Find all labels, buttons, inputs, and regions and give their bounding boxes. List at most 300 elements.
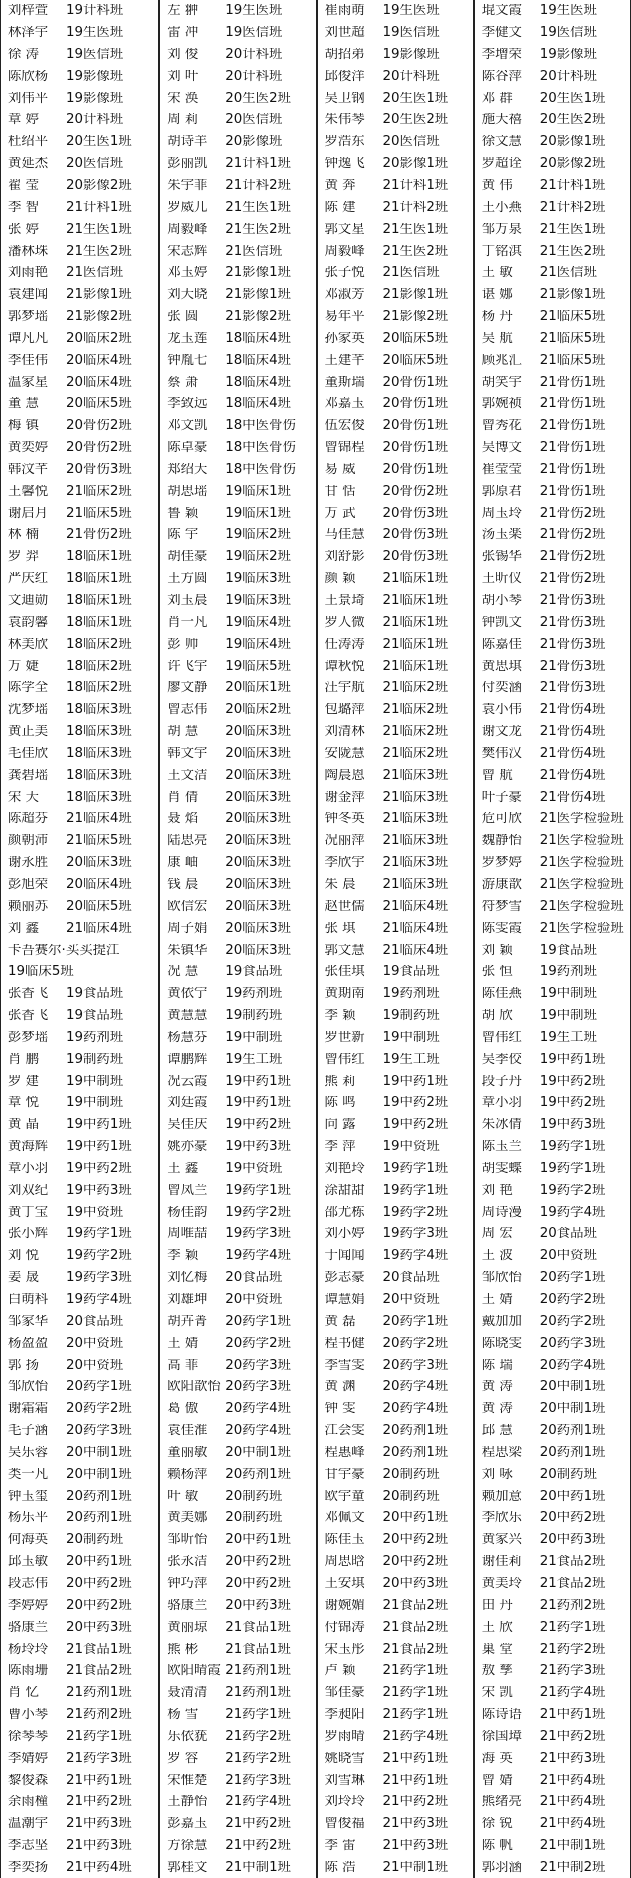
roster-row (1, 1027, 158, 1049)
roster-row (318, 1791, 473, 1813)
student-name: 罗雨晴 (324, 1729, 365, 1744)
student-name: 王 婧 (481, 1293, 513, 1307)
roster-row (475, 87, 630, 109)
class-name: 19医信班 (539, 26, 597, 40)
student-name: 黄奕婷 (8, 441, 49, 455)
roster-row (1, 262, 158, 284)
student-name: 谢金萍 (324, 790, 365, 804)
roster-row (475, 1289, 630, 1311)
class-name: 18临床3班 (66, 725, 132, 739)
student-name: 邹万泉 (481, 222, 522, 237)
roster-row (475, 22, 630, 44)
class-name: 19药剂班 (66, 1030, 124, 1045)
class-name: 20骨伤1班 (382, 397, 449, 411)
class-name: 20中制1班 (539, 1380, 606, 1394)
student-name: 杨玲玲 (8, 1642, 49, 1656)
class-name: 19药学2班 (539, 1183, 606, 1198)
class-name: 21计科1班 (225, 157, 291, 171)
class-name: 20临床3班 (225, 877, 291, 892)
student-name: 黄美娜 (167, 1511, 208, 1525)
student-name: 钟逸飞 (324, 157, 365, 171)
roster-row (318, 1376, 473, 1398)
roster-row (160, 1529, 315, 1551)
roster-row (1, 1223, 158, 1245)
student-name: 任涛涛 (324, 637, 365, 652)
student-name: 周 莉 (167, 113, 199, 127)
class-name: 20中药2班 (539, 1511, 606, 1525)
student-name: 谢文龙 (481, 725, 522, 739)
student-name: 罗 容 (167, 1751, 199, 1766)
roster-row (475, 350, 630, 372)
class-name: 19中药1班 (66, 1140, 132, 1154)
class-name: 20中药3班 (66, 1620, 132, 1635)
student-name: 孙家英 (324, 331, 365, 346)
student-name: 周 宏 (481, 1227, 513, 1241)
student-name: 伍宏俊 (324, 419, 365, 433)
student-name: 毛子涵 (8, 1424, 49, 1438)
roster-row (1, 1092, 158, 1114)
class-name: 20药学3班 (382, 1358, 449, 1372)
class-name: 21影像1班 (539, 288, 606, 302)
class-name: 21临床2班 (382, 703, 449, 717)
class-name: 19中药2班 (539, 1096, 606, 1110)
roster-row (475, 1682, 630, 1704)
class-name: 21中药4班 (66, 1860, 132, 1875)
class-name: 19中药2班 (539, 1074, 606, 1088)
student-name: 彭旭荣 (8, 877, 49, 892)
class-name: 20药学4班 (225, 1424, 291, 1438)
class-name: 19药学1班 (382, 1183, 449, 1198)
student-name: 曾秀花 (481, 419, 522, 433)
class-name: 19生医班 (539, 4, 597, 18)
class-name: 20食品班 (66, 1314, 124, 1329)
class-name: 20中制1班 (66, 1445, 132, 1460)
class-name: 19中药3班 (66, 1183, 132, 1198)
class-name: 18临床3班 (66, 790, 132, 804)
student-name: 刘梓萱 (8, 4, 49, 18)
roster-row (318, 1267, 473, 1289)
student-name: 郭文慧 (324, 943, 365, 957)
roster-row (160, 524, 315, 546)
student-name: 邓嘉玉 (324, 397, 365, 411)
class-name: 21计科2班 (382, 200, 449, 215)
student-name: 陆思亮 (167, 834, 208, 848)
class-name: 20药学1班 (66, 1380, 132, 1394)
class-name: 19临床2班 (225, 528, 291, 542)
class-name: 20临床2班 (225, 703, 291, 717)
student-name: 欧宇童 (324, 1489, 365, 1503)
roster-row (318, 1726, 473, 1748)
class-name: 20生医1班 (539, 91, 606, 105)
student-name: 彭梦瑶 (8, 1030, 49, 1045)
class-name: 19生医班 (382, 4, 440, 18)
student-name: 安陇慧 (324, 746, 365, 761)
student-name: 曾伟红 (324, 1052, 365, 1067)
student-name: 沈梦瑶 (8, 703, 49, 717)
student-name: 邵尤栋 (324, 1205, 365, 1220)
student-name: 罗世新 (324, 1030, 365, 1045)
roster-row (475, 218, 630, 240)
roster-row (1, 546, 158, 568)
roster-row (318, 830, 473, 852)
student-name: 张 恒 (481, 965, 513, 979)
roster-row (318, 1289, 473, 1311)
student-name: 黄家兴 (481, 1533, 522, 1547)
student-name: 胡诗羊 (167, 135, 208, 149)
class-name: 20临床4班 (66, 375, 132, 389)
class-name: 21骨伤3班 (539, 594, 606, 608)
class-name: 20药学2班 (225, 1336, 291, 1351)
roster-row (160, 1245, 315, 1267)
roster-row (160, 1289, 315, 1311)
roster-row (1, 459, 158, 481)
roster-row (475, 939, 630, 961)
student-name: 邹佳豪 (324, 1686, 365, 1700)
student-name: 王静怡 (167, 1795, 208, 1809)
student-name: 郭原君 (481, 484, 522, 499)
student-name: 张 琪 (324, 921, 356, 936)
student-name: 邓佩文 (324, 1511, 365, 1525)
roster-row (318, 1311, 473, 1333)
roster-row (475, 830, 630, 852)
roster-row (160, 546, 315, 568)
roster-column (473, 0, 630, 1878)
roster-row (475, 437, 630, 459)
roster-row (475, 808, 630, 830)
class-name: 19食品班 (539, 943, 597, 957)
class-name: 20药剂1班 (539, 1424, 606, 1438)
roster-row (318, 22, 473, 44)
student-name: 程思梁 (481, 1445, 522, 1460)
class-name: 20临床4班 (66, 877, 132, 892)
student-name: 毛佳欣 (8, 746, 49, 761)
roster-row (318, 1180, 473, 1202)
class-name: 20药学2班 (539, 1314, 606, 1329)
class-name: 20中药2班 (382, 1555, 449, 1569)
roster-row (160, 1180, 315, 1202)
student-name: 谌 娜 (481, 288, 513, 302)
class-name: 19食品班 (66, 987, 124, 1001)
roster-row (318, 350, 473, 372)
student-name: 张香飞 (8, 1009, 49, 1023)
roster-row (160, 1507, 315, 1529)
class-name: 20临床4班 (66, 353, 132, 368)
roster-row (1, 1354, 158, 1376)
student-name: 周玉玲 (481, 506, 522, 521)
class-name: 20临床3班 (225, 834, 291, 848)
student-name: 乐依莸 (167, 1729, 208, 1744)
student-name: 黄丽琼 (167, 1620, 208, 1635)
student-name: 刘雪琳 (324, 1773, 365, 1787)
class-name: 19药学4班 (66, 1293, 132, 1307)
student-name: 胡 慧 (167, 725, 199, 739)
student-name: 陈诗语 (481, 1708, 522, 1722)
roster-row (318, 1092, 473, 1114)
student-name: 杨慧芬 (167, 1030, 208, 1045)
class-name: 19药学1班 (539, 1161, 606, 1176)
roster-row (160, 350, 315, 372)
roster-row (475, 262, 630, 284)
class-name: 21计科2班 (539, 200, 606, 215)
student-name: 谢佳莉 (481, 1555, 522, 1569)
student-name: 欧信宏 (167, 899, 208, 914)
student-name: 谢霜霜 (8, 1402, 49, 1416)
class-name: 21骨伤1班 (539, 462, 606, 477)
class-name: 19中药2班 (382, 1096, 449, 1110)
class-name: 19制药班 (382, 1009, 440, 1023)
student-name: 向 露 (324, 1118, 356, 1132)
class-name: 21食品1班 (66, 1642, 132, 1656)
roster-row (475, 1813, 630, 1835)
roster-row (318, 66, 473, 88)
roster-row (1, 153, 158, 175)
class-name: 20临床5班 (66, 899, 132, 914)
roster-row (475, 546, 630, 568)
student-name: 李婷婷 (8, 1598, 49, 1613)
student-name: 董 慧 (8, 397, 40, 411)
student-name: 吴博文 (481, 441, 522, 455)
class-name: 20食品班 (225, 1271, 283, 1285)
class-name: 21影像1班 (66, 288, 132, 302)
roster-row (1, 1398, 158, 1420)
roster-row (318, 306, 473, 328)
roster-row (1, 1726, 158, 1748)
roster-row (1, 1529, 158, 1551)
roster-row (1, 1791, 158, 1813)
class-name: 19中资班 (382, 1140, 440, 1154)
roster-row (318, 677, 473, 699)
roster-row (475, 1092, 630, 1114)
student-name: 鲁 颖 (167, 506, 199, 521)
class-name: 19中制班 (539, 987, 597, 1001)
class-name: 18临床4班 (225, 331, 291, 346)
student-name: 徐文慧 (481, 135, 522, 149)
class-name: 19药学2班 (382, 1205, 449, 1220)
student-name: 敖 孳 (481, 1664, 513, 1678)
class-name: 18中医骨伤 (225, 441, 296, 455)
roster-row (318, 415, 473, 437)
roster-row (475, 1660, 630, 1682)
class-name: 20药剂1班 (382, 1445, 449, 1460)
class-name: 21医学检验班 (539, 834, 624, 848)
class-name: 21骨伤2班 (539, 550, 606, 564)
roster-row (1, 765, 158, 787)
roster-row (475, 1398, 630, 1420)
roster-row (1, 1748, 158, 1770)
student-name: 康 岫 (167, 856, 199, 870)
student-name: 郭文星 (324, 222, 365, 237)
roster-row (475, 1158, 630, 1180)
class-name: 20计科班 (382, 69, 440, 84)
class-name: 21中药3班 (66, 1839, 132, 1853)
class-name: 21生医2班 (225, 222, 291, 237)
student-name: 易 威 (324, 462, 356, 477)
student-name: 曾锦程 (324, 441, 365, 455)
student-name: 刘 叶 (167, 69, 199, 84)
class-name: 20临床5班 (382, 353, 449, 368)
roster-row (160, 22, 315, 44)
roster-row (1, 175, 158, 197)
roster-row (1, 1158, 158, 1180)
student-name: 温家星 (8, 375, 49, 389)
class-name: 20中药3班 (539, 1533, 606, 1547)
student-name: 刘玉晨 (167, 594, 208, 608)
class-name: 20临床5班 (66, 397, 132, 411)
roster-row (1, 655, 158, 677)
class-name: 21医学检验班 (539, 921, 624, 936)
roster-row (160, 633, 315, 655)
roster-row (160, 1682, 315, 1704)
class-name: 21骨伤1班 (539, 484, 606, 499)
roster-row (1, 808, 158, 830)
roster-row (475, 1005, 630, 1027)
class-name: 20药学4班 (225, 1402, 291, 1416)
roster-row (318, 1158, 473, 1180)
roster-row (475, 1638, 630, 1660)
student-name: 刘 艳 (481, 1183, 513, 1198)
roster-row (475, 1376, 630, 1398)
student-name: 陈雯霞 (481, 921, 522, 936)
class-name: 20中药1班 (382, 1511, 449, 1525)
student-name: 张子悦 (324, 266, 365, 280)
roster-row (160, 677, 315, 699)
class-name: 21医信班 (539, 266, 597, 280)
student-name: 杨乐平 (8, 1511, 49, 1525)
class-name: 21骨伤1班 (539, 419, 606, 433)
student-name: 黄 伟 (481, 178, 513, 193)
student-name: 汪宇航 (324, 681, 365, 695)
roster-row (475, 1573, 630, 1595)
student-name: 易年平 (324, 310, 365, 324)
student-name: 余雨橦 (8, 1795, 49, 1809)
student-name: 戴加加 (481, 1314, 522, 1329)
class-name: 20临床3班 (225, 812, 291, 826)
class-name: 18临床3班 (66, 746, 132, 761)
roster-row (475, 1704, 630, 1726)
class-name: 19影像班 (66, 69, 124, 84)
class-name: 19生工班 (225, 1052, 283, 1067)
class-name: 21药学4班 (382, 1729, 449, 1744)
student-name: 刘舒影 (324, 550, 365, 564)
roster-row (1, 1180, 158, 1202)
class-name: 21生医2班 (382, 244, 449, 258)
roster-row (318, 371, 473, 393)
student-name: 樊伟汉 (481, 746, 522, 761)
roster-row (475, 284, 630, 306)
student-name: 钟巧萍 (167, 1576, 208, 1591)
class-name: 21骨伤1班 (539, 441, 606, 455)
student-name: 姚亦豪 (167, 1140, 208, 1154)
class-name: 20医信班 (382, 135, 440, 149)
roster-row (318, 1332, 473, 1354)
student-name: 王景琦 (324, 594, 365, 608)
roster-row (160, 328, 315, 350)
roster-row (318, 393, 473, 415)
student-name: 邱俊洋 (324, 69, 365, 84)
student-name: 方徐慧 (167, 1839, 208, 1853)
roster-row (475, 1835, 630, 1857)
student-name: 李健文 (481, 26, 522, 40)
class-name: 20骨伤1班 (382, 375, 449, 389)
class-name: 19中药1班 (225, 1074, 291, 1088)
student-name: 汤玉楽 (481, 528, 522, 542)
roster-row (1, 1049, 158, 1071)
roster-row (1, 393, 158, 415)
class-name: 20制药班 (539, 1467, 597, 1482)
student-name: 刘小婷 (324, 1227, 365, 1241)
roster-row (1, 1595, 158, 1617)
roster-row (318, 1704, 473, 1726)
student-name: 李奕扬 (8, 1860, 49, 1875)
class-name: 21食品2班 (382, 1620, 449, 1635)
student-name: 况云霞 (167, 1074, 208, 1088)
roster-row (1, 1070, 158, 1092)
roster-row (475, 415, 630, 437)
class-name: 20临床3班 (66, 856, 132, 870)
student-name: 海 英 (481, 1751, 513, 1766)
class-name: 21影像2班 (382, 310, 449, 324)
student-name: 徐 锐 (481, 1817, 513, 1831)
class-name: 19中制班 (66, 1096, 124, 1110)
class-name: 20临床3班 (225, 725, 291, 739)
roster-row (318, 1005, 473, 1027)
class-name: 19药学3班 (382, 1227, 449, 1241)
student-name: 段志伟 (8, 1576, 49, 1591)
student-name: 吴佳庆 (167, 1118, 208, 1132)
roster-row (1, 874, 158, 896)
student-name: 朱宇菲 (167, 178, 208, 193)
class-name: 21影像2班 (225, 310, 291, 324)
roster-row (160, 874, 315, 896)
roster-row (160, 917, 315, 939)
roster-row (475, 481, 630, 503)
roster-row (160, 262, 315, 284)
class-name: 20生医1班 (382, 91, 449, 105)
class-name: 21骨伤2班 (539, 572, 606, 586)
class-name: 21骨伤4班 (539, 768, 606, 783)
roster-row (318, 1354, 473, 1376)
class-name: 21中药1班 (539, 1708, 606, 1722)
roster-row (318, 874, 473, 896)
student-name: 罗威儿 (167, 200, 208, 215)
student-name: 章 悦 (8, 1096, 40, 1110)
student-name: 吴卫钢 (324, 91, 365, 105)
student-name: 黄依宁 (167, 987, 208, 1001)
roster-row (160, 371, 315, 393)
roster-row (160, 786, 315, 808)
student-name: 刘清林 (324, 725, 365, 739)
roster-row (475, 1354, 630, 1376)
class-name: 20药剂1班 (66, 1489, 132, 1503)
class-name: 20影像班 (225, 135, 283, 149)
roster-row (318, 1201, 473, 1223)
roster-row (160, 830, 315, 852)
student-name: 刘雨艳 (8, 266, 49, 280)
class-name: 21临床4班 (382, 899, 449, 914)
roster-row (475, 1136, 630, 1158)
roster-row (318, 284, 473, 306)
class-name: 19临床4班 (225, 615, 291, 630)
student-name: 郑绍天 (167, 462, 208, 477)
roster-row (160, 175, 315, 197)
roster-row (160, 87, 315, 109)
student-name: 胡雯蝶 (481, 1161, 522, 1176)
student-name: 黄正美 (8, 725, 49, 739)
roster-row (1, 1573, 158, 1595)
student-name: 陈超芬 (8, 812, 49, 826)
roster-row (318, 612, 473, 634)
roster-row (475, 1485, 630, 1507)
